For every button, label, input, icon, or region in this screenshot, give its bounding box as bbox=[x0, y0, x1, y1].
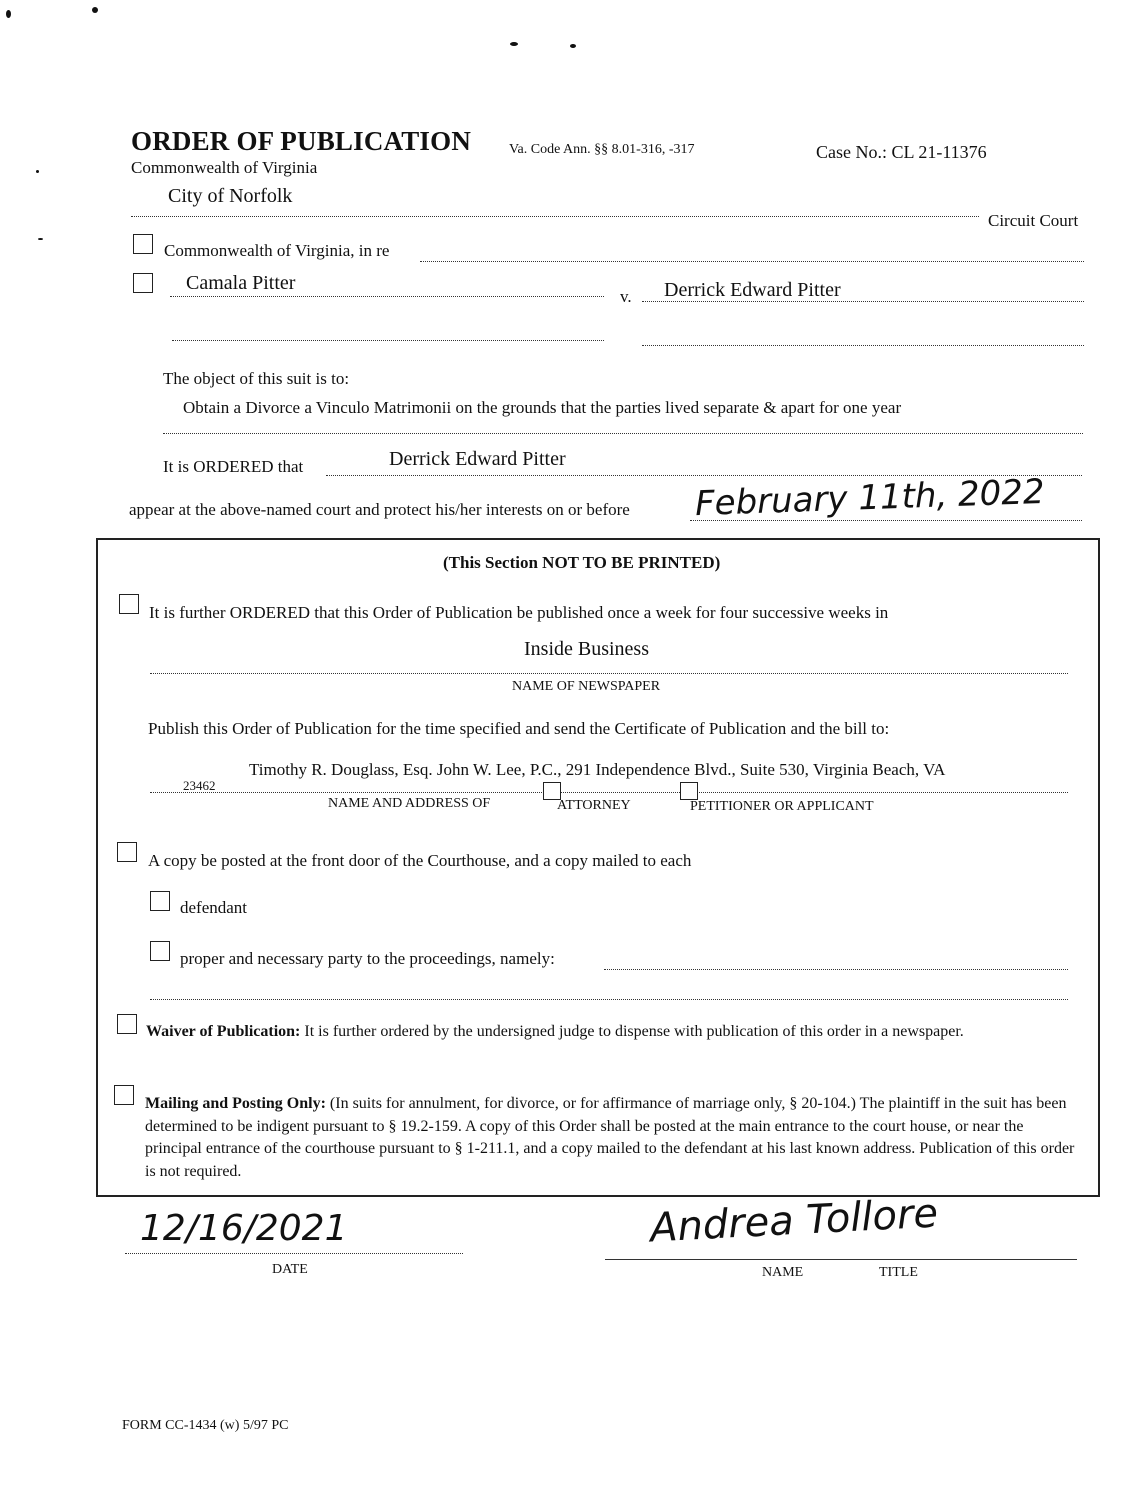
mailing-checkbox[interactable] bbox=[114, 1085, 134, 1105]
plaintiff-line-2 bbox=[172, 340, 604, 341]
proper-party-line-2 bbox=[150, 999, 1068, 1000]
circuit-court-label: Circuit Court bbox=[988, 211, 1079, 230]
proper-party-checkbox[interactable] bbox=[150, 941, 170, 961]
parties-checkbox[interactable] bbox=[133, 273, 153, 293]
plaintiff-line bbox=[170, 296, 604, 297]
defendant-label: defendant bbox=[180, 898, 248, 917]
waiver-label: Waiver of Publication: bbox=[146, 1023, 301, 1040]
title-label: TITLE bbox=[879, 1265, 918, 1280]
object-line bbox=[163, 433, 1083, 434]
defendant-line bbox=[642, 301, 1084, 302]
signature-handwritten: Andrea Tollore bbox=[648, 1190, 940, 1252]
signature-line bbox=[605, 1259, 1077, 1260]
defendant-checkbox[interactable] bbox=[150, 891, 170, 911]
appear-text: appear at the above-named court and protect his/her interests on or before bbox=[129, 500, 630, 519]
scan-speck bbox=[38, 238, 43, 240]
date-line bbox=[125, 1253, 463, 1254]
scan-speck bbox=[6, 10, 11, 18]
mailing-block bbox=[145, 1093, 1083, 1183]
appear-date-handwritten: February 11th, 2022 bbox=[694, 471, 1046, 525]
in-re-line bbox=[420, 261, 1084, 262]
waiver-text: It is further ordered by the undersigned judge to dispense with publication of this order in a newspaper. bbox=[304, 1023, 964, 1040]
petitioner-checkbox[interactable] bbox=[680, 782, 698, 800]
defendant-line-2 bbox=[642, 345, 1084, 346]
defendant-name: Derrick Edward Pitter bbox=[664, 279, 841, 301]
proper-party-text: proper and necessary party to the proceedings, namely: bbox=[180, 949, 555, 968]
versus-label: v. bbox=[620, 287, 632, 306]
scan-speck bbox=[570, 44, 576, 48]
waiver-block bbox=[146, 1021, 1046, 1043]
scan-speck bbox=[510, 42, 518, 46]
name-address-label: NAME AND ADDRESS OF bbox=[328, 796, 491, 811]
form-id: FORM CC-1434 (w) 5/97 PC bbox=[122, 1418, 289, 1433]
mailing-text: (In suits for annulment, for divorce, or for affirmance of marriage only, § 20-104.) The plaintiff in the suit has been determined to be indigent pursuant to § 19.2-159. A copy of this Order shall be posted at the main entrance to the court house, or near the principal entrance of the courthouse pursuant to § 1-211.1, and a copy mailed to the defendant at his last known address. Publication of this order is not required. bbox=[145, 1095, 1075, 1180]
newspaper-line bbox=[150, 673, 1068, 674]
newspaper-label: NAME OF NEWSPAPER bbox=[512, 679, 661, 694]
name-label: NAME bbox=[762, 1265, 804, 1280]
ordered-name: Derrick Edward Pitter bbox=[389, 448, 566, 470]
publish-text: It is further ORDERED that this Order of Publication be published once a week for four successive weeks in bbox=[149, 603, 889, 622]
mailing-label: Mailing and Posting Only: bbox=[145, 1095, 326, 1112]
proper-party-line bbox=[604, 969, 1068, 970]
newspaper-name: Inside Business bbox=[524, 638, 649, 660]
send-text: Publish this Order of Publication for the time specified and send the Certificate of Publication and the bill to: bbox=[148, 719, 890, 738]
scan-speck bbox=[36, 170, 39, 173]
ordered-label: It is ORDERED that bbox=[163, 457, 304, 476]
address-line bbox=[150, 792, 1068, 793]
object-text: Obtain a Divorce a Vinculo Matrimonii on the grounds that the parties lived separate & apart for one year bbox=[183, 398, 902, 417]
case-number: Case No.: CL 21-11376 bbox=[816, 142, 987, 162]
document-title: ORDER OF PUBLICATION bbox=[131, 126, 472, 156]
court-city: City of Norfolk bbox=[168, 185, 293, 207]
commonwealth-subtitle: Commonwealth of Virginia bbox=[131, 158, 318, 177]
code-reference: Va. Code Ann. §§ 8.01-316, -317 bbox=[509, 142, 695, 157]
in-re-label: Commonwealth of Virginia, in re bbox=[164, 241, 390, 260]
posted-checkbox[interactable] bbox=[117, 842, 137, 862]
attorney-label: ATTORNEY bbox=[557, 798, 631, 813]
waiver-checkbox[interactable] bbox=[117, 1014, 137, 1034]
scan-speck bbox=[92, 7, 98, 13]
court-line bbox=[131, 216, 979, 217]
address-line-1: Timothy R. Douglass, Esq. John W. Lee, P.C., 291 Independence Blvd., Suite 530, Virginia Beach, VA bbox=[249, 760, 946, 779]
petitioner-label: PETITIONER OR APPLICANT bbox=[690, 799, 874, 814]
plaintiff-name: Camala Pitter bbox=[186, 272, 296, 294]
in-re-checkbox[interactable] bbox=[133, 234, 153, 254]
address-line-2: 23462 bbox=[183, 778, 216, 793]
signature-date-handwritten: 12/16/2021 bbox=[140, 1208, 348, 1249]
posted-text: A copy be posted at the front door of the Courthouse, and a copy mailed to each bbox=[148, 851, 692, 870]
date-label: DATE bbox=[272, 1262, 308, 1277]
section-heading: (This Section NOT TO BE PRINTED) bbox=[443, 553, 721, 572]
publish-checkbox[interactable] bbox=[119, 594, 139, 614]
object-label: The object of this suit is to: bbox=[163, 369, 350, 388]
